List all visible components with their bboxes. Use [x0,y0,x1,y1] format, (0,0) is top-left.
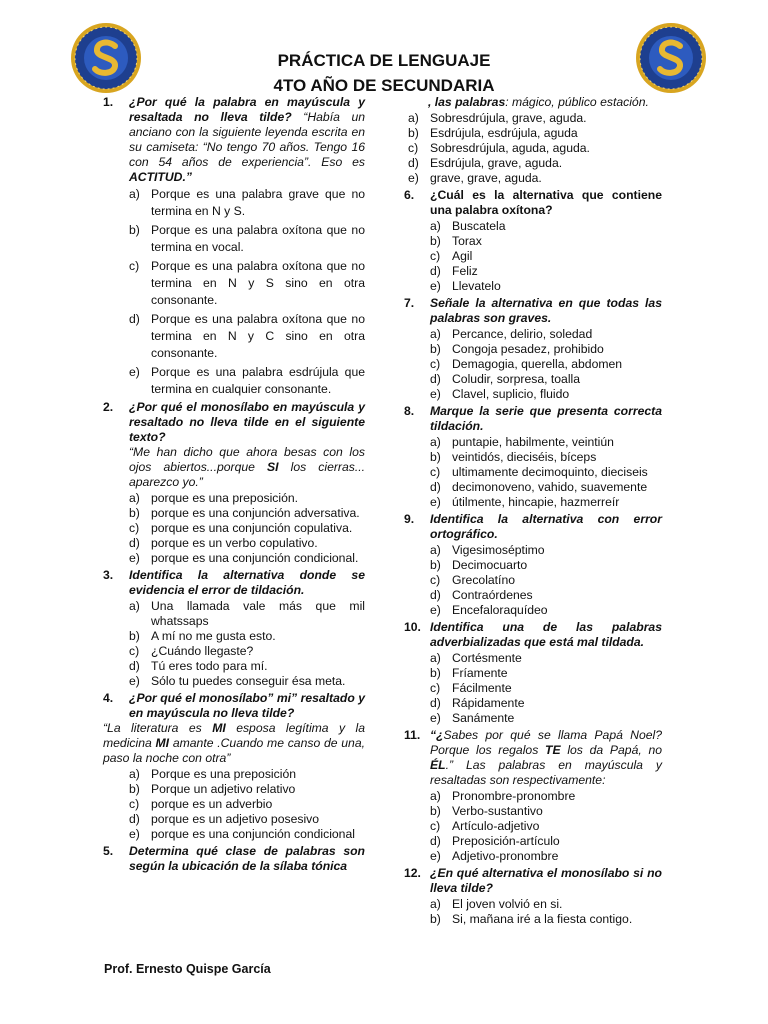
option-letter: a) [129,187,140,201]
option-item [129,186,365,220]
option-item [430,450,662,465]
option-letter: d) [430,588,441,602]
question-5-continued [404,95,662,186]
options-list [430,219,662,294]
option-text: Cortésmente [452,651,522,665]
question-5 [103,844,365,874]
option-text: Decimocuarto [452,558,528,572]
option-text: veintidós, dieciséis, bíceps [452,450,597,464]
option-letter: e) [430,603,441,617]
highlighted-word: TE [545,743,561,757]
option-letter: c) [430,357,441,371]
option-letter: b) [430,804,441,818]
option-text: Congoja pesadez, prohibido [452,342,604,356]
option-item [430,219,662,234]
option-item [129,506,365,521]
option-text: porque es un adverbio [151,797,273,811]
option-text: Tú eres todo para mí. [151,659,268,673]
option-letter: b) [430,666,441,680]
question-prompt: ¿Por qué la palabra en mayúscula y resaltada no lleva tilde? “Había un anciano con la siguiente leyenda escrita en su camiseta: “No tengo 70 años. Tengo 16 con 54 años de experiencia”. Eso es ACTITUD.” [129,95,365,184]
option-item [430,834,662,849]
question-prompt: ¿Por qué el monosílabo” mi” resaltado y en mayúscula no lleva tilde? [129,691,365,720]
option-text: Una llamada vale más que mil whatssaps [151,599,365,628]
question-7 [404,296,662,402]
option-letter: e) [129,674,140,688]
option-item [430,912,662,927]
option-text: porque es un verbo copulativo. [151,536,318,550]
option-item [430,387,662,402]
option-text: Porque un adjetivo relativo [151,782,296,796]
option-letter: b) [129,223,140,237]
option-letter: b) [129,506,140,520]
option-item [430,279,662,294]
option-text: Artículo-adjetivo [452,819,540,833]
highlighted-word: ACTITUD.” [129,170,192,184]
option-letter: c) [430,249,441,263]
option-text: Contraórdenes [452,588,533,602]
option-item [430,849,662,864]
option-item [430,357,662,372]
option-letter: d) [129,312,140,326]
option-item [430,651,662,666]
option-item [430,696,662,711]
option-letter: b) [129,782,140,796]
question-number: 9. [404,512,415,526]
option-text: porque es una conjunción adversativa. [151,506,360,520]
option-item [129,644,365,659]
option-letter: c) [129,259,140,273]
option-letter: c) [430,573,441,587]
option-item [430,897,662,912]
option-letter: c) [430,465,441,479]
options-list [430,435,662,510]
option-item [430,264,662,279]
option-letter: d) [430,372,441,386]
option-letter: b) [430,912,441,926]
page-header [0,48,768,98]
option-text: porque es un adjetivo posesivo [151,812,320,826]
option-letter: a) [430,543,441,557]
option-text: Clavel, suplicio, fluido [452,387,570,401]
option-text: porque es una conjunción condicional. [151,551,359,565]
option-item [430,234,662,249]
highlighted-word: MI [155,736,170,750]
question-3 [103,568,365,689]
option-item [430,573,662,588]
options-list [129,186,365,398]
page-subtitle: 4TO AÑO DE SECUNDARIA [273,76,495,95]
option-letter: e) [430,495,441,509]
right-column [404,95,662,929]
option-text: Porque es una palabra esdrújula que termina en cualquier consonante. [151,365,365,396]
option-letter: a) [129,491,140,505]
question-prompt-continued: , las palabras: mágico, público estación. [428,95,649,109]
option-item [430,342,662,357]
option-letter: e) [129,365,140,379]
option-item [408,171,662,186]
question-prompt: Marque la serie que presenta correcta tildación. [430,404,662,433]
question-number: 2. [103,400,114,414]
option-letter: e) [408,171,419,185]
question-prompt: Señale la alternativa en que todas las palabras son graves. [430,296,662,325]
option-text: Demagogia, querella, abdomen [452,357,623,371]
option-text: El joven volvió en si. [452,897,563,911]
question-number: 12. [404,866,421,880]
option-letter: e) [430,387,441,401]
option-letter: c) [408,141,419,155]
option-item [430,249,662,264]
option-item [430,819,662,834]
question-words: : mágico, público estación. [505,95,649,109]
option-letter: a) [430,435,441,449]
option-letter: c) [129,521,140,535]
option-item [408,126,662,141]
option-item [129,536,365,551]
option-text: Torax [452,234,482,248]
option-letter: c) [430,819,441,833]
option-letter: d) [129,659,140,673]
option-letter: d) [430,834,441,848]
option-text: útilmente, hincapie, hazmerreír [452,495,620,509]
option-item [430,372,662,387]
option-text: Porque es una palabra oxítona que no termina en N y S sino en otra consonante. [151,259,365,307]
option-text: Encefaloraquídeo [452,603,548,617]
option-text: ¿Cuándo llegaste? [151,644,254,658]
option-letter: b) [430,234,441,248]
question-12 [404,866,662,927]
option-text: Percance, delirio, soledad [452,327,593,341]
option-letter: d) [430,696,441,710]
options-list [430,651,662,726]
options-list [430,327,662,402]
option-text: Porque es una preposición [151,767,296,781]
option-text: Rápidamente [452,696,525,710]
option-text: Fácilmente [452,681,512,695]
question-number: 1. [103,95,114,109]
question-quote: “La literatura es MI esposa legítima y la medicina MI amante .Cuando me canso de una, paso la noche con otra” [103,721,366,765]
option-item [129,797,365,812]
options-list [129,767,365,842]
option-item [129,551,365,566]
question-11 [404,728,662,864]
option-item [430,543,662,558]
option-text: puntapie, habilmente, veintiún [452,435,614,449]
option-letter: a) [430,219,441,233]
option-item [408,141,662,156]
option-letter: e) [430,849,441,863]
option-item [430,603,662,618]
options-list [430,789,662,864]
option-letter: b) [430,450,441,464]
option-item [430,465,662,480]
option-text: porque es una conjunción copulativa. [151,521,353,535]
option-letter: d) [430,264,441,278]
option-text: Sobresdrújula, grave, aguda. [430,111,587,125]
option-item [129,674,365,689]
option-item [430,495,662,510]
option-text: decimonoveno, vahido, suavemente [452,480,648,494]
option-letter: d) [408,156,419,170]
option-text: Pronombre-pronombre [452,789,576,803]
option-letter: b) [430,558,441,572]
option-text: Feliz [452,264,478,278]
option-letter: c) [430,681,441,695]
option-letter: a) [129,767,140,781]
option-text: Coludir, sorpresa, toalla [452,372,581,386]
option-letter: e) [129,827,140,841]
option-letter: d) [129,536,140,550]
page-footer: Prof. Ernesto Quispe García [104,962,271,976]
option-text: Buscatela [452,219,506,233]
option-letter: e) [430,279,441,293]
option-text: Grecolatíno [452,573,516,587]
question-number: 5. [103,844,114,858]
highlighted-word: SI [267,460,279,474]
question-prompt: “¿Sabes por qué se llama Papá Noel? Porque los regalos TE los da Papá, no ÉL.” Las palabras en mayúscula y resaltadas son respectivamente: [430,728,663,787]
option-text: Sólo tu puedes conseguir ésa meta. [151,674,346,688]
option-text: A mí no me gusta esto. [151,629,276,643]
option-item [408,156,662,171]
option-item [408,111,662,126]
option-text: Sanámente [452,711,515,725]
option-item [430,558,662,573]
option-item [129,521,365,536]
option-text: Sobresdrújula, aguda, aguda. [430,141,590,155]
question-prompt: Identifica la alternativa donde se evidencia el error de tildación. [129,568,365,597]
options-list [430,897,662,927]
option-item [430,480,662,495]
question-prompt: ¿Por qué el monosílabo en mayúscula y resaltado no lleva tilde en el siguiente texto? [129,400,365,444]
option-letter: a) [129,599,140,613]
option-item [129,599,365,629]
option-text: Fríamente [452,666,508,680]
option-item [129,767,365,782]
options-list [129,491,365,566]
option-letter: a) [430,651,441,665]
option-text: Preposición-artículo [452,834,560,848]
question-prompt: Identifica la alternativa con error ortográfico. [430,512,662,541]
option-text: Verbo-sustantivo [452,804,543,818]
option-letter: a) [408,111,419,125]
option-item [430,666,662,681]
option-text: porque es una conjunción condicional [151,827,355,841]
option-item [430,588,662,603]
question-9 [404,512,662,618]
option-item [430,789,662,804]
option-letter: d) [129,812,140,826]
option-letter: c) [129,797,140,811]
option-item [129,812,365,827]
option-text: Adjetivo-pronombre [452,849,559,863]
left-column [103,95,365,876]
option-text: Llevatelo [452,279,501,293]
question-2 [103,400,365,566]
question-number: 3. [103,568,114,582]
highlighted-word: ÉL [430,758,446,772]
option-item [129,258,365,309]
question-8 [404,404,662,510]
question-6 [404,188,662,294]
option-text: Porque es una palabra oxítona que no termina en vocal. [151,223,365,254]
option-letter: b) [129,629,140,643]
highlighted-word: MI [212,721,226,735]
option-letter: b) [408,126,419,140]
option-item [129,222,365,256]
option-text: Vigesimoséptimo [452,543,545,557]
option-item [430,681,662,696]
question-number: 10. [404,620,421,634]
question-prompt: ¿En qué alternativa el monosílabo si no lleva tilde? [430,866,662,895]
option-letter: a) [430,897,441,911]
question-number: 11. [404,728,421,742]
option-text: Si, mañana iré a la fiesta contigo. [452,912,633,926]
option-item [129,629,365,644]
option-item [430,435,662,450]
option-text: porque es una preposición. [151,491,299,505]
question-prompt: Identifica una de las palabras adverbializadas que está mal tildada. [430,620,662,649]
options-list [129,599,365,689]
option-item [129,659,365,674]
question-number: 8. [404,404,415,418]
option-item [430,711,662,726]
option-item [129,491,365,506]
question-10 [404,620,662,726]
option-letter: e) [430,711,441,725]
option-text: ultimamente decimoquinto, dieciseis [452,465,648,479]
question-quote: “Había un anciano con la siguiente leyenda escrita en su camiseta: “No tengo 70 años. Tengo 16 con 54 años de experiencia”. Eso es [129,110,365,169]
options-list [430,543,662,618]
option-item [129,364,365,398]
question-4 [103,691,365,842]
question-prompt: ¿Cuál es la alternativa que contiene una palabra oxítona? [430,188,662,217]
option-letter: e) [129,551,140,565]
question-number: 6. [404,188,415,202]
option-item [129,782,365,797]
option-item [430,804,662,819]
option-text: Esdrújula, grave, aguda. [430,156,563,170]
option-item [129,827,365,842]
option-text: Porque es una palabra oxítona que no termina en N y C sino en otra consonante. [151,312,365,360]
option-text: Porque es una palabra grave que no termina en N y S. [151,187,365,218]
options-list [408,111,662,186]
page-title: PRÁCTICA DE LENGUAJE [277,51,491,70]
option-item [129,311,365,362]
question-quote: “Me han dicho que ahora besas con los ojos abiertos...porque SI los cierras... aparezco yo.” [129,445,365,489]
question-prompt: Determina qué clase de palabras son según la ubicación de la sílaba tónica [129,844,365,873]
option-item [430,327,662,342]
option-letter: c) [129,644,140,658]
question-number: 4. [103,691,114,705]
option-letter: a) [430,789,441,803]
question-number: 7. [404,296,415,310]
option-text: grave, grave, aguda. [430,171,542,185]
option-letter: d) [430,480,441,494]
option-letter: b) [430,342,441,356]
option-text: Agil [452,249,473,263]
question-1 [103,95,365,398]
option-letter: a) [430,327,441,341]
option-text: Esdrújula, esdrújula, aguda [430,126,578,140]
